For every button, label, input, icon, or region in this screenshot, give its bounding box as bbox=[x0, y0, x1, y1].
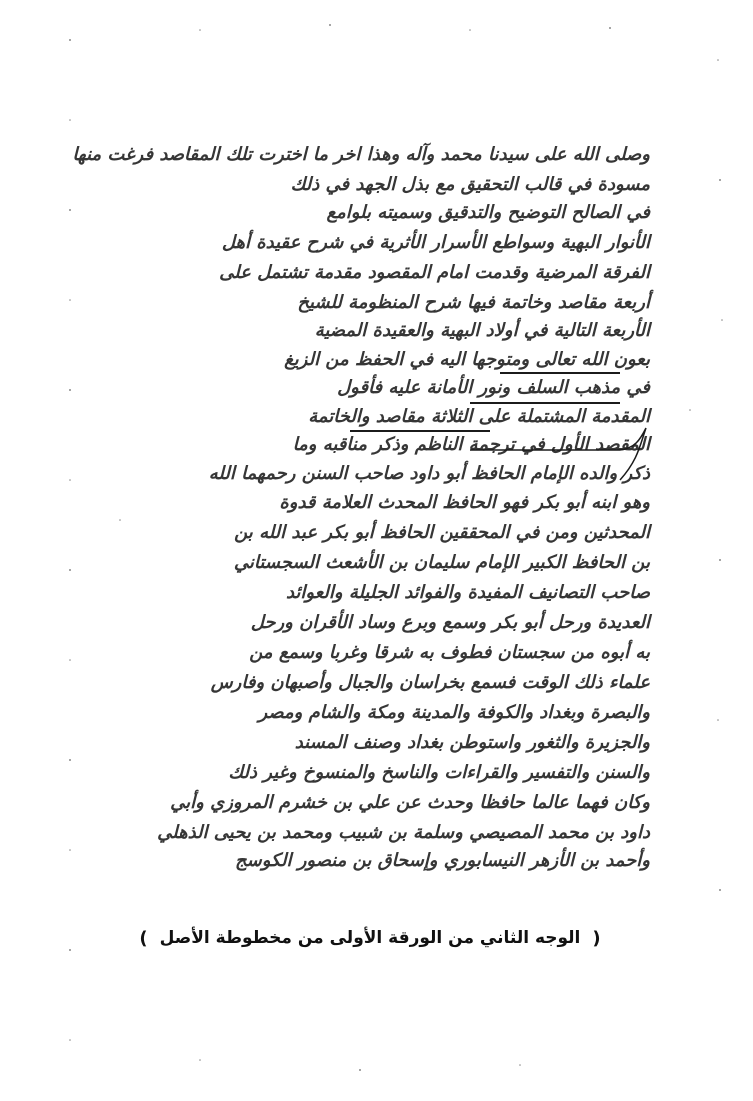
manuscript-line: ذكر والده الإمام الحافظ أبو داود صاحب السنن رحمهما الله bbox=[208, 463, 650, 484]
manuscript-line: وأحمد بن الأزهر النيسابوري وإسحاق بن منصور الكوسج bbox=[235, 850, 650, 871]
manuscript-line: والسنن والتفسير والقراءات والناسخ والمنسوخ وغير ذلك bbox=[228, 762, 650, 783]
manuscript-line: العديدة ورحل أبو بكر وسمع وبرع وساد الأقران ورحل bbox=[250, 612, 650, 633]
caption-open-paren: ( bbox=[592, 927, 601, 949]
manuscript-line: وصلى الله على سيدنا محمد وآله وهذا اخر ما اخترت تلك المقاصد فرغت منها bbox=[72, 144, 650, 165]
manuscript-text-block bbox=[72, 140, 650, 871]
caption-text: الوجه الثاني من الورقة الأولى من مخطوطة الأصل bbox=[159, 928, 581, 948]
manuscript-line: علماء ذلك الوقت فسمع بخراسان والجبال وأصبهان وفارس bbox=[210, 672, 650, 693]
manuscript-line: به أبوه من سجستان فطوف به شرقا وغربا وسمع من bbox=[249, 642, 650, 663]
margin-bracket-mark bbox=[470, 420, 670, 490]
overline-rule bbox=[470, 402, 620, 404]
manuscript-line: مسودة في قالب التحقيق مع بذل الجهد في ذلك bbox=[290, 174, 650, 195]
manuscript-line: المقدمة المشتملة على الثلاثة مقاصد والخاتمة bbox=[308, 406, 650, 427]
manuscript-line: صاحب التصانيف المفيدة والفوائد الجليلة والعوائد bbox=[285, 582, 650, 603]
manuscript-line: في الصالح التوضيح والتدقيق وسميته بلوامع bbox=[326, 202, 650, 223]
manuscript-line: والبصرة وبغداد والكوفة والمدينة ومكة والشام ومصر bbox=[258, 702, 650, 723]
manuscript-line: داود بن محمد المصيصي وسلمة بن شبيب ومحمد بن يحيى الذهلي bbox=[157, 822, 650, 843]
manuscript-line: أربعة مقاصد وخاتمة فيها شرح المنظومة للشيخ bbox=[297, 292, 650, 313]
overline-rule bbox=[500, 372, 620, 374]
manuscript-line: بن الحافظ الكبير الإمام سليمان بن الأشعث السجستاني bbox=[233, 552, 650, 573]
manuscript-line: الأربعة التالية في أولاد البهية والعقيدة المضية bbox=[314, 320, 650, 341]
caption-close-paren: ) bbox=[139, 927, 148, 949]
manuscript-line: الفرقة المرضية وقدمت امام المقصود مقدمة تشتمل على bbox=[219, 262, 650, 283]
manuscript-line: المقصد الأول في ترجمة الناظم وذكر مناقبه وما bbox=[292, 434, 650, 455]
manuscript-line: وهو ابنه أبو بكر فهو الحافظ المحدث العلامة قدوة bbox=[279, 492, 650, 513]
manuscript-line: وكان فهما عالما حافظا وحدث عن علي بن خشرم المروزي وأبي bbox=[170, 792, 650, 813]
manuscript-line: المحدثين ومن في المحققين الحافظ أبو بكر عبد الله بن bbox=[234, 522, 650, 543]
manuscript-line: في مذهب السلف ونور الأمانة عليه فأقول bbox=[337, 377, 650, 398]
manuscript-line: بعون الله تعالى ومتوجها اليه في الحفظ من الزيغ bbox=[284, 349, 650, 370]
figure-caption bbox=[120, 920, 620, 956]
manuscript-line: الأنوار البهية وسواطع الأسرار الأثرية في شرح عقيدة أهل bbox=[221, 232, 650, 253]
manuscript-line: والجزيرة والثغور واستوطن بغداد وصنف المسند bbox=[294, 732, 650, 753]
overline-rule bbox=[350, 430, 490, 432]
